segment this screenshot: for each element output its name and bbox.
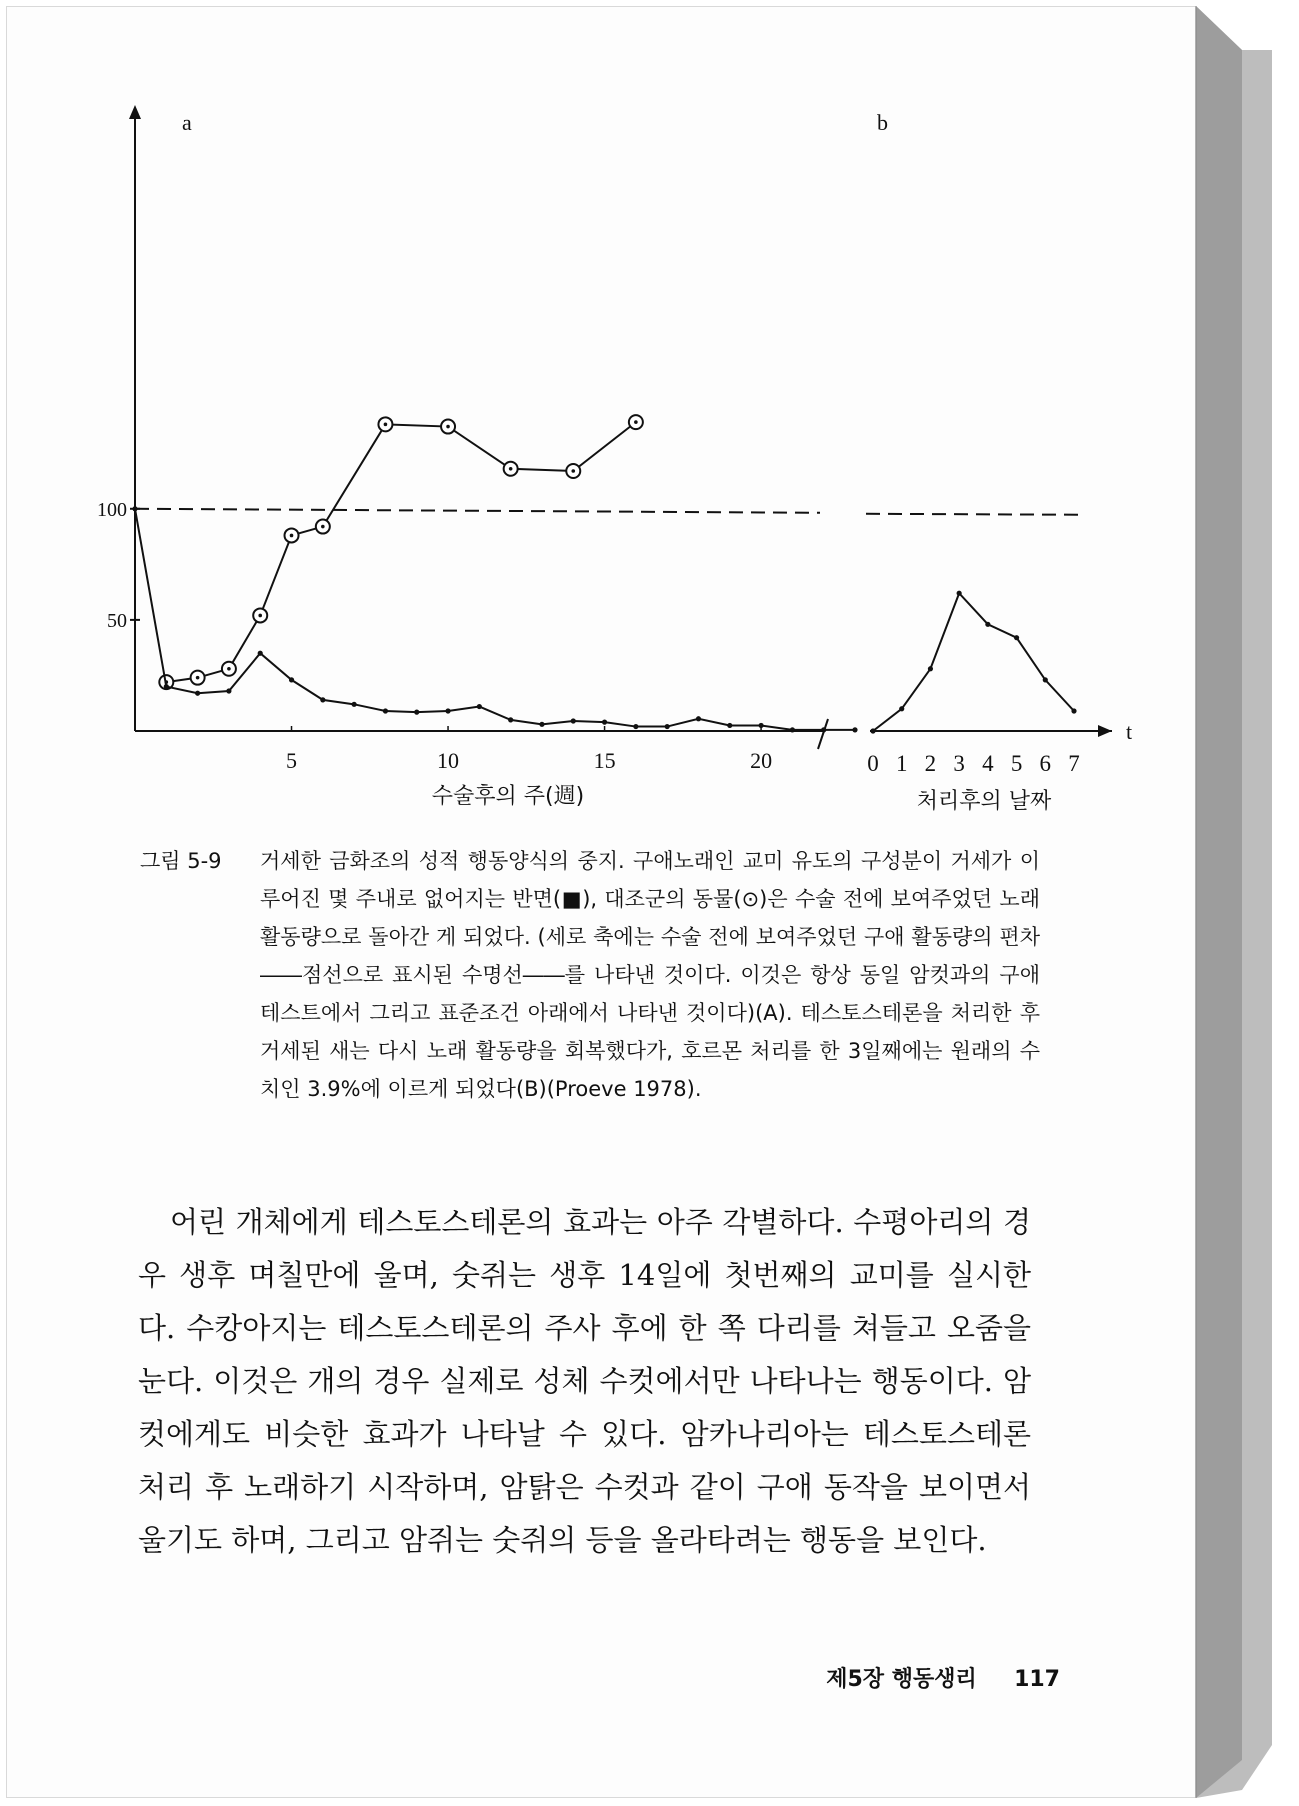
body-paragraph: 어린 개체에게 테스토스테론의 효과는 아주 각별하다. 수평아리의 경우 생후 며칠만에 울며, 숫쥐는 생후 14일에 첫번째의 교미를 실시한다. 수캉아지는 테스토스테론의 주사 후에 한 쪽 다리를 쳐들고 오줌을 눈다. 이것은 개의 경우 실제로 성체 수컷에서만 나타나는 행동이다. 암컷에게도 비슷한 효과가 나타날 수 있다. 암카나리아는 테스토스테론 처리 후 노래하기 시작하며, 암탉은 수컷과 같이 구애 동작을 보이면서 울기도 하며, 그리고 암쥐는 숫쥐의 등을 올라타려는 행동을 보인다.: [138, 1205, 1031, 1557]
castrated-data-point: [602, 720, 607, 725]
x-axis-title-b: 처리후의 날짜: [916, 789, 1052, 814]
x-tick-label: 10: [437, 748, 460, 773]
castrated-data-point: [633, 724, 638, 729]
x-tick-label: 5: [286, 748, 298, 773]
x-axis-b-end-label: t: [1125, 719, 1133, 744]
treatment-data-point: [1071, 708, 1076, 713]
treatment-data-point: [1043, 677, 1048, 682]
control-data-point-center: [571, 469, 575, 473]
reference-line-a: [135, 509, 820, 513]
reference-line-b: [866, 514, 1084, 515]
page-footer: [760, 1662, 1060, 1693]
castrated-data-point: [383, 708, 388, 713]
y-tick-label: 50: [107, 609, 127, 632]
caption-label: 그림 5-9: [140, 849, 222, 873]
castrated-data-point: [226, 688, 231, 693]
control-data-point-center: [196, 676, 200, 680]
x-tick-label-b: 0: [867, 751, 879, 776]
castrated-data-point: [571, 718, 576, 723]
x-axis-title-a: 수술후의 주(週): [431, 784, 585, 809]
y-tick-label: 100: [97, 498, 127, 521]
figure-5-9: [0, 0, 1299, 830]
treatment-data-point: [957, 591, 962, 596]
castrated-data-point: [539, 722, 544, 727]
control-data-point-center: [321, 525, 325, 529]
castrated-data-point: [665, 724, 670, 729]
figure-labels: [97, 110, 1132, 814]
castrated-data-point: [821, 727, 826, 732]
treatment-data-point: [1014, 635, 1019, 640]
treatment-data-point: [985, 622, 990, 627]
panel-label-a: a: [182, 110, 192, 135]
control-data-point-center: [384, 423, 388, 427]
control-data-point-center: [509, 467, 513, 471]
treatment-data-point: [899, 706, 904, 711]
castrated-data-point: [320, 697, 325, 702]
control-series-line: [166, 422, 636, 682]
control-data-point-center: [634, 420, 638, 424]
castrated-data-point: [352, 702, 357, 707]
castrated-data-point: [132, 506, 137, 511]
figure-marks: [132, 415, 1076, 733]
x-tick-label-b: 3: [953, 751, 965, 776]
control-data-point-center: [446, 425, 450, 429]
control-data-point-center: [258, 614, 262, 618]
x-tick-label-b: 1: [895, 751, 908, 776]
x-tick-label-b: 4: [982, 751, 994, 776]
x-tick-label-b: 6: [1039, 751, 1052, 776]
x-tick-label-b: 5: [1010, 751, 1023, 776]
page-number: 117: [1014, 1667, 1060, 1692]
y-axis-arrow: [129, 105, 141, 119]
x-axis-b-arrow: [1098, 725, 1112, 737]
castrated-data-point: [164, 684, 169, 689]
treatment-data-point: [928, 666, 933, 671]
castrated-data-point: [289, 677, 294, 682]
x-tick-label-b: 7: [1068, 751, 1080, 776]
castrated-data-point: [696, 716, 701, 721]
x-tick-label-b: 2: [924, 751, 937, 776]
figure-caption: [140, 842, 1040, 1108]
axis-break-mark: [818, 719, 828, 749]
castrated-data-point: [445, 708, 450, 713]
control-data-point-center: [290, 534, 294, 538]
treatment-data-point: [870, 728, 875, 733]
castrated-data-point: [477, 704, 482, 709]
x-tick-label: 20: [750, 748, 773, 773]
castrated-data-point: [758, 723, 763, 728]
control-data-point-center: [227, 667, 231, 671]
castrated-data-point: [508, 717, 513, 722]
footer-chapter: 제5장 행동생리: [826, 1667, 977, 1692]
castrated-data-point: [790, 727, 795, 732]
figure-axes: [129, 105, 1112, 749]
panel-label-b: b: [877, 110, 888, 135]
castrated-data-point: [195, 691, 200, 696]
castrated-data-point: [852, 727, 857, 732]
body-text: [138, 1196, 1031, 1567]
castrated-data-point: [258, 651, 263, 656]
castrated-data-point: [727, 723, 732, 728]
x-tick-label: 15: [593, 748, 616, 773]
castrated-series-line: [135, 509, 855, 730]
caption-text: 거세한 금화조의 성적 행동양식의 중지. 구애노래인 교미 유도의 구성분이 거세가 이루어진 몇 주내로 없어지는 반면(■), 대조군의 동물(⊙)은 수술 전에 보여주었던 노래 활동량으로 돌아간 게 되었다. (세로 축에는 수술 전에 보여주었던 구애 활동량의 편차――점선으로 표시된 수명선――를 나타낸 것이다. 이것은 항상 동일 암컷과의 구애 테스트에서 그리고 표준조건 아래에서 나타낸 것이다)(A). 테스토스테론을 처리한 후 거세된 새는 다시 노래 활동량을 회복했다가, 호르몬 처리를 한 3일째에는 원래의 수치인 3.9%에 이르게 되었다(B)(Proeve 1978).: [260, 849, 1040, 1101]
castrated-data-point: [414, 710, 419, 715]
